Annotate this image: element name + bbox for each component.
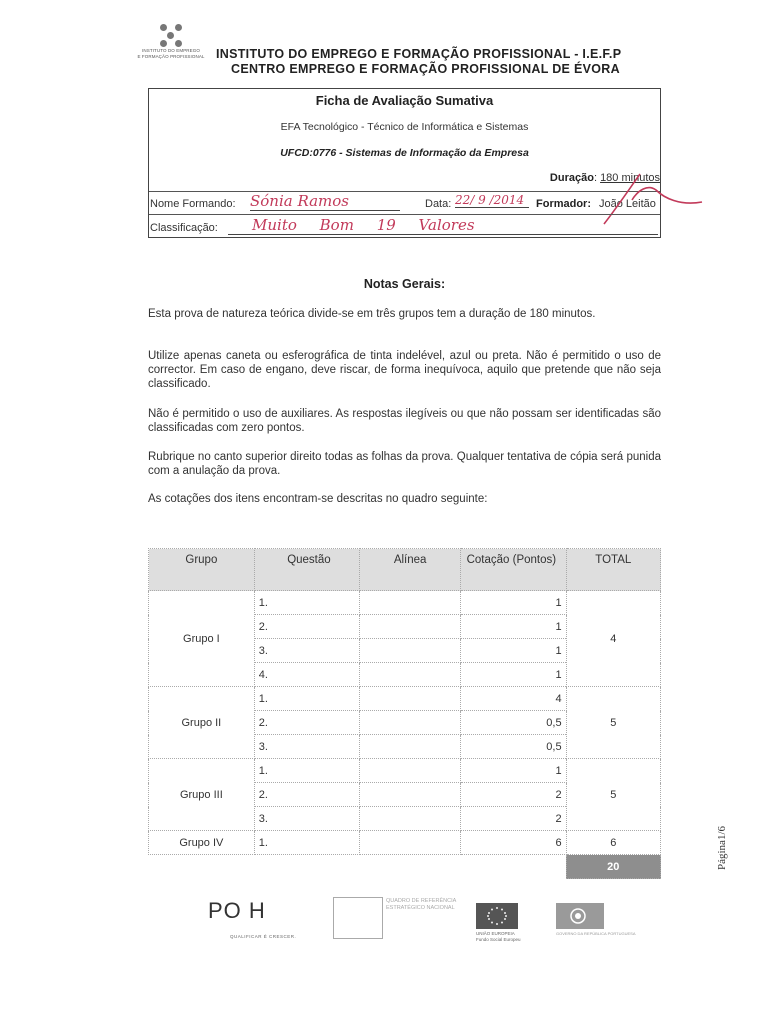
cotacao-cell: 1: [461, 591, 566, 615]
table-header-row: [149, 549, 661, 591]
form-title: Ficha de Avaliação Sumativa: [315, 93, 494, 108]
logo-small-line2: E FORMAÇÃO PROFISSIONAL: [137, 54, 205, 59]
header-questao: Questão: [254, 549, 359, 591]
group-name: Grupo IV: [149, 831, 255, 855]
note-paragraph-5: As cotações dos itens encontram-se descritas no quadro seguinte:: [148, 493, 488, 505]
group-name: Grupo III: [149, 759, 255, 831]
cotacoes-table: [148, 548, 661, 879]
logo-small-line1: INSTITUTO DO EMPREGO: [142, 48, 200, 53]
trainer-value: João Leitão: [599, 198, 656, 210]
duration: Duração: 180 minutos: [549, 172, 660, 184]
table-row: [149, 687, 661, 711]
question-number: 2.: [254, 615, 359, 639]
centre-name: CENTRO EMPREGO E FORMAÇÃO PROFISSIONAL DE ÉVORA: [231, 62, 620, 76]
note-paragraph-2: Utilize apenas caneta ou esferográfica de tinta indelével, azul ou preta. Não é permitido o uso de corrector. Em caso de engano, deve riscar, de forma inequívoca, aquilo que pretende que não seja classificado.: [148, 350, 661, 390]
table-row: [149, 831, 661, 855]
question-number: 1.: [254, 687, 359, 711]
name-value: Sónia Ramos: [250, 192, 400, 211]
alinea-cell: [360, 831, 461, 855]
iefp-logo: [132, 22, 210, 60]
cotacao-cell: 1: [461, 663, 566, 687]
question-number: 4.: [254, 663, 359, 687]
cotacao-cell: 2: [461, 807, 566, 831]
question-number: 3.: [254, 735, 359, 759]
header-cotacao: Cotação (Pontos): [461, 549, 566, 591]
poph-logo: PO H: [208, 898, 266, 923]
form-divider-1: [149, 191, 660, 192]
poph-tagline: QUALIFICAR É CRESCER.: [230, 934, 297, 939]
grand-total: 20: [566, 855, 660, 879]
table-row: [149, 759, 661, 783]
question-number: 2.: [254, 783, 359, 807]
note-paragraph-4: Rubrique no canto superior direito todas as folhas da prova. Qualquer tentativa de cópia será punida com a anulação da prova.: [148, 451, 661, 477]
portugal-shield-icon: [556, 903, 604, 929]
question-number: 1.: [254, 759, 359, 783]
question-number: 1.: [254, 831, 359, 855]
duration-value: 180 minutos: [600, 172, 660, 184]
question-number: 3.: [254, 807, 359, 831]
qren-logo-icon: [333, 897, 383, 939]
header-total: TOTAL: [566, 549, 660, 591]
eu-stars-icon: [476, 903, 518, 929]
notes-title: Notas Gerais:: [363, 277, 446, 291]
portugal-flag-icon: [556, 903, 604, 929]
name-label: Nome Formando:: [150, 198, 236, 210]
group-name: Grupo I: [149, 591, 255, 687]
qren-text: QUADRO DE REFERÊNCIA ESTRATÉGICO NACIONAL: [386, 898, 456, 911]
cotacao-cell: 1: [461, 615, 566, 639]
date-value: 22/ 9 /2014: [455, 193, 529, 208]
eu-text: [476, 931, 546, 943]
grade-label: Classificação:: [150, 222, 218, 234]
group-total: 6: [566, 831, 660, 855]
iefp-logo-icon: [156, 22, 186, 48]
alinea-cell: [360, 687, 461, 711]
note-paragraph-3: Não é permitido o uso de auxiliares. As respostas ilegíveis ou que não possam ser identificadas são classificadas com zero pontos.: [148, 408, 661, 434]
group-name: Grupo II: [149, 687, 255, 759]
alinea-cell: [360, 759, 461, 783]
institute-name: INSTITUTO DO EMPREGO E FORMAÇÃO PROFISSIONAL - I.E.F.P: [216, 47, 622, 61]
group-total: 4: [566, 591, 660, 687]
question-number: 2.: [254, 711, 359, 735]
form-divider-2: [149, 214, 660, 215]
group-total: 5: [566, 759, 660, 831]
alinea-cell: [360, 639, 461, 663]
table-row: [149, 591, 661, 615]
header-alinea: Alínea: [360, 549, 461, 591]
cotacao-cell: 0,5: [461, 711, 566, 735]
page-number: Página1/6: [716, 826, 728, 870]
header-grupo: Grupo: [149, 549, 255, 591]
alinea-cell: [360, 615, 461, 639]
group-total: 5: [566, 687, 660, 759]
form-course: EFA Tecnológico - Técnico de Informática e Sistemas: [280, 121, 529, 133]
date-label: Data:: [425, 198, 452, 210]
grade-value: Muito Bom 19 Valores: [228, 216, 658, 235]
trainer-label-text: Formador: [536, 198, 588, 210]
alinea-cell: [360, 807, 461, 831]
eu-text-line2: Fundo Social Europeu: [476, 937, 521, 942]
alinea-cell: [360, 591, 461, 615]
trainer-label: Formador:: [536, 198, 592, 210]
cotacao-cell: 0,5: [461, 735, 566, 759]
alinea-cell: [360, 663, 461, 687]
cotacao-cell: 6: [461, 831, 566, 855]
alinea-cell: [360, 711, 461, 735]
note-paragraph-1: Esta prova de natureza teórica divide-se em três grupos tem a duração de 180 minutos.: [148, 308, 596, 320]
alinea-cell: [360, 735, 461, 759]
question-number: 1.: [254, 591, 359, 615]
cotacao-cell: 4: [461, 687, 566, 711]
cotacao-cell: 1: [461, 639, 566, 663]
duration-label: Duração: [549, 172, 594, 184]
cotacao-cell: 1: [461, 759, 566, 783]
cotacao-cell: 2: [461, 783, 566, 807]
form-ufcd: UFCD:0776 - Sistemas de Informação da Empresa: [280, 147, 529, 159]
eu-flag-icon: [476, 903, 518, 929]
grand-total-spacer: [149, 855, 567, 879]
eu-text-line1: UNIÃO EUROPEIA: [476, 931, 515, 936]
government-text: GOVERNO DA REPÚBLICA PORTUGUESA: [556, 931, 636, 936]
alinea-cell: [360, 783, 461, 807]
question-number: 3.: [254, 639, 359, 663]
grand-total-row: [149, 855, 661, 879]
